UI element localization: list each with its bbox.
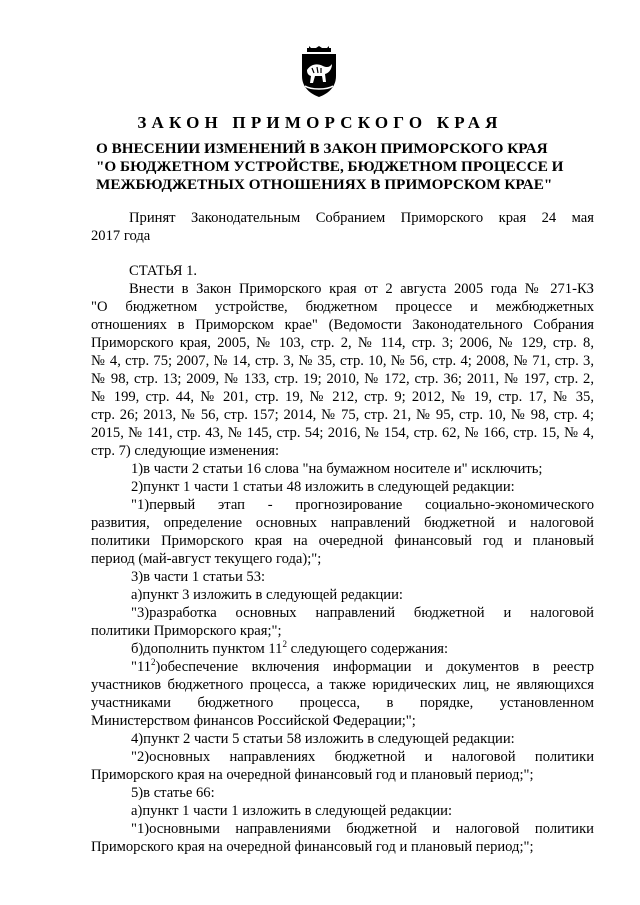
article-1 — [91, 262, 594, 856]
article-heading: СТАТЬЯ 1. — [129, 263, 198, 279]
amendment-item-4: 4)пункт 2 части 5 статьи 58 изложить в следующей редакции: — [131, 731, 515, 747]
body-line: Внести в Закон Приморского края от 2 августа 2005 года № 271-КЗ — [129, 281, 594, 297]
quote-line — [91, 658, 594, 676]
quote-line: Министерством финансов Российской Федерации;"; — [91, 713, 416, 729]
quote-line: "1)основными направлениями бюджетной и налоговой политики — [131, 821, 594, 837]
quote-line: развития, определение основных направлений бюджетной и налоговой — [91, 515, 594, 531]
body-line: № 98, стр. 13; 2009, № 133, стр. 19; 2010, № 172, стр. 36; 2011, № 197, стр. 2, — [91, 371, 594, 387]
amendment-item-5a: а)пункт 1 части 1 изложить в следующей редакции: — [131, 803, 453, 819]
item-text: следующего содержания: — [286, 641, 449, 657]
quote-text: )обеспечение включения информации и документов в реестр — [155, 659, 594, 675]
body-line: отношениях в Приморском крае" (Ведомости Законодательного Собрания — [91, 317, 594, 333]
body-line: № 199, стр. 44, № 201, стр. 19, № 212, стр. 9; 2012, № 19, стр. 17, № 35, — [91, 389, 594, 405]
body-line: "О бюджетном устройстве, бюджетном процессе и межбюджетных — [91, 299, 594, 315]
quote-line: политики Приморского края на очередной финансовый год и плановый — [91, 533, 594, 549]
amendment-item-3a: а)пункт 3 изложить в следующей редакции: — [131, 587, 403, 603]
law-subtitle — [96, 140, 564, 194]
body-line: стр. 26; 2013, № 56, стр. 157; 2014, № 75, стр. 21, № 95, стр. 10, № 98, стр. 4; — [91, 407, 594, 423]
superscript: 2 — [282, 639, 287, 649]
amendment-item-2: 2)пункт 1 части 1 статьи 48 изложить в следующей редакции: — [131, 479, 515, 495]
adoption-line: Принят Законодательным Собранием Приморского края 24 мая — [129, 210, 594, 226]
subtitle-line: О ВНЕСЕНИИ ИЗМЕНЕНИЙ В ЗАКОН ПРИМОРСКОГО КРАЯ — [96, 140, 548, 157]
primorsky-krai-coat-of-arms-icon — [299, 46, 339, 98]
adoption-note — [91, 209, 594, 245]
amendment-item-3b — [91, 640, 594, 658]
law-title: ЗАКОН ПРИМОРСКОГО КРАЯ — [137, 113, 503, 132]
quote-line: "2)основных направлениях бюджетной и налоговой политики — [131, 749, 594, 765]
quote-text: "11 — [131, 659, 152, 675]
quote-line: политики Приморского края;"; — [91, 623, 282, 639]
quote-line: участников бюджетного процесса, а также юридических лиц, не являющихся — [91, 677, 594, 693]
quote-line: Приморского края на очередной финансовый год и плановый период;"; — [91, 839, 534, 855]
quote-line: период (май-август текущего года);"; — [91, 551, 322, 567]
amendment-item-1: 1)в части 2 статьи 16 слова "на бумажном носителе и" исключить; — [131, 461, 543, 477]
subtitle-line: МЕЖБЮДЖЕТНЫХ ОТНОШЕНИЯХ В ПРИМОРСКОМ КРАЕ" — [96, 176, 553, 193]
adoption-line: 2017 года — [91, 228, 151, 244]
superscript: 2 — [151, 657, 156, 667]
quote-line: Приморского края на очередной финансовый год и плановый период;"; — [91, 767, 534, 783]
body-line: 2015, № 141, стр. 43, № 145, стр. 54; 2016, № 154, стр. 62, № 166, стр. 15, № 4, — [91, 425, 594, 441]
quote-line: "1)первый этап - прогнозирование социально-экономического — [131, 497, 594, 513]
quote-line: "3)разработка основных направлений бюджетной и налоговой — [131, 605, 594, 621]
body-line: Приморского края, 2005, № 103, стр. 2, № 114, стр. 3; 2006, № 129, стр. 8, — [91, 335, 594, 351]
amendment-item-5: 5)в статье 66: — [131, 785, 215, 801]
subtitle-line: "О БЮДЖЕТНОМ УСТРОЙСТВЕ, БЮДЖЕТНОМ ПРОЦЕССЕ И — [96, 158, 564, 175]
body-line: стр. 7) следующие изменения: — [91, 443, 280, 459]
body-line: № 4, стр. 75; 2007, № 14, стр. 3, № 35, стр. 10, № 56, стр. 4; 2008, № 71, стр. 3, — [91, 353, 594, 369]
item-text: б)дополнить пунктом 11 — [131, 641, 283, 657]
amendment-item-3: 3)в части 1 статьи 53: — [131, 569, 266, 585]
quote-line: участниками бюджетного процесса, в порядке, установленном — [91, 695, 594, 711]
